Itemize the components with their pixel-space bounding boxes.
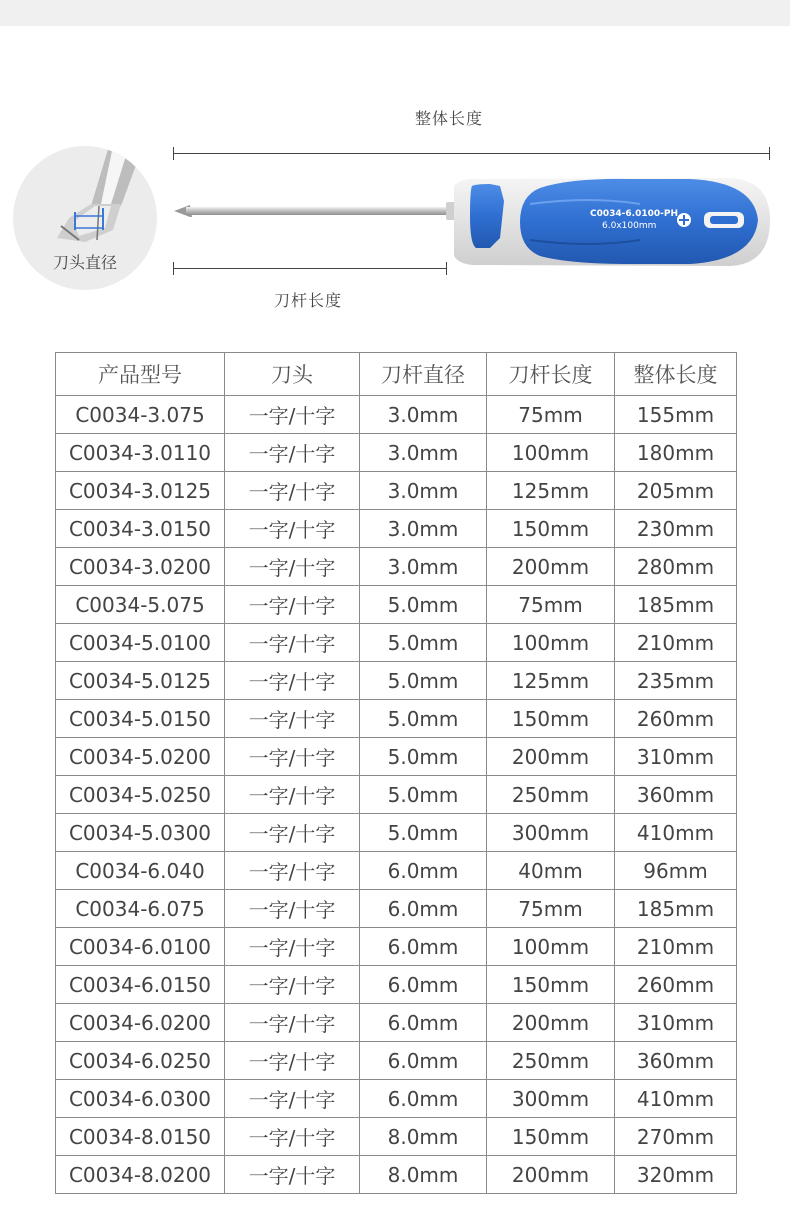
tip-diameter-label: 刀头直径 bbox=[52, 253, 117, 272]
cell-tip: 一字/十字 bbox=[225, 852, 360, 890]
overall-length-line bbox=[173, 153, 770, 154]
cell-shaft-length: 150mm bbox=[487, 966, 615, 1004]
cell-model: C0034-5.0300 bbox=[56, 814, 225, 852]
cell-shaft-length: 100mm bbox=[487, 624, 615, 662]
cell-shaft-diameter: 5.0mm bbox=[360, 624, 487, 662]
cell-tip: 一字/十字 bbox=[225, 472, 360, 510]
cell-shaft-length: 200mm bbox=[487, 548, 615, 586]
shaft-length-line bbox=[173, 268, 447, 269]
cell-model: C0034-6.0200 bbox=[56, 1004, 225, 1042]
cell-shaft-length: 40mm bbox=[487, 852, 615, 890]
cell-shaft-diameter: 8.0mm bbox=[360, 1156, 487, 1194]
cell-model: C0034-3.0110 bbox=[56, 434, 225, 472]
cell-shaft-length: 200mm bbox=[487, 1156, 615, 1194]
cell-shaft-length: 150mm bbox=[487, 510, 615, 548]
cell-tip: 一字/十字 bbox=[225, 1118, 360, 1156]
table-body bbox=[56, 396, 737, 1194]
cell-model: C0034-6.075 bbox=[56, 890, 225, 928]
table-row bbox=[56, 852, 737, 890]
cell-overall-length: 210mm bbox=[615, 928, 737, 966]
cell-tip: 一字/十字 bbox=[225, 776, 360, 814]
cell-tip: 一字/十字 bbox=[225, 1156, 360, 1194]
cell-shaft-diameter: 3.0mm bbox=[360, 510, 487, 548]
tip-detail-circle bbox=[13, 146, 157, 290]
spec-table bbox=[55, 352, 737, 1194]
cell-shaft-diameter: 8.0mm bbox=[360, 1118, 487, 1156]
header-shaft-length: 刀杆长度 bbox=[487, 353, 615, 396]
cell-tip: 一字/十字 bbox=[225, 966, 360, 1004]
table-row bbox=[56, 624, 737, 662]
cell-tip: 一字/十字 bbox=[225, 814, 360, 852]
table-row bbox=[56, 928, 737, 966]
cell-overall-length: 360mm bbox=[615, 1042, 737, 1080]
cell-shaft-diameter: 3.0mm bbox=[360, 548, 487, 586]
cell-shaft-length: 200mm bbox=[487, 738, 615, 776]
cell-tip: 一字/十字 bbox=[225, 738, 360, 776]
cell-model: C0034-5.0100 bbox=[56, 624, 225, 662]
header-model: 产品型号 bbox=[56, 353, 225, 396]
cell-tip: 一字/十字 bbox=[225, 662, 360, 700]
cell-tip: 一字/十字 bbox=[225, 1004, 360, 1042]
cell-model: C0034-5.0150 bbox=[56, 700, 225, 738]
cell-shaft-diameter: 6.0mm bbox=[360, 966, 487, 1004]
cell-overall-length: 320mm bbox=[615, 1156, 737, 1194]
cell-shaft-diameter: 6.0mm bbox=[360, 928, 487, 966]
cell-model: C0034-5.0200 bbox=[56, 738, 225, 776]
cell-overall-length: 230mm bbox=[615, 510, 737, 548]
cell-shaft-length: 150mm bbox=[487, 1118, 615, 1156]
table-header-row bbox=[56, 353, 737, 396]
cell-shaft-diameter: 5.0mm bbox=[360, 586, 487, 624]
cell-tip: 一字/十字 bbox=[225, 548, 360, 586]
cell-tip: 一字/十字 bbox=[225, 510, 360, 548]
cell-tip: 一字/十字 bbox=[225, 624, 360, 662]
table-row bbox=[56, 776, 737, 814]
table-row bbox=[56, 700, 737, 738]
cell-tip: 一字/十字 bbox=[225, 890, 360, 928]
cell-shaft-diameter: 5.0mm bbox=[360, 662, 487, 700]
table-row bbox=[56, 1156, 737, 1194]
cell-model: C0034-5.075 bbox=[56, 586, 225, 624]
cell-overall-length: 260mm bbox=[615, 966, 737, 1004]
cell-overall-length: 205mm bbox=[615, 472, 737, 510]
cell-shaft-length: 100mm bbox=[487, 434, 615, 472]
cell-tip: 一字/十字 bbox=[225, 586, 360, 624]
handle-size-text: 6.0x100mm bbox=[602, 221, 657, 231]
table-row bbox=[56, 548, 737, 586]
cell-overall-length: 235mm bbox=[615, 662, 737, 700]
cell-shaft-length: 75mm bbox=[487, 396, 615, 434]
cell-tip: 一字/十字 bbox=[225, 434, 360, 472]
cell-model: C0034-5.0250 bbox=[56, 776, 225, 814]
cell-shaft-diameter: 5.0mm bbox=[360, 738, 487, 776]
cell-tip: 一字/十字 bbox=[225, 1042, 360, 1080]
cell-shaft-diameter: 5.0mm bbox=[360, 814, 487, 852]
cell-model: C0034-6.040 bbox=[56, 852, 225, 890]
shaft-length-label: 刀杆长度 bbox=[274, 291, 343, 310]
cell-shaft-diameter: 6.0mm bbox=[360, 1080, 487, 1118]
cell-overall-length: 180mm bbox=[615, 434, 737, 472]
table-row bbox=[56, 396, 737, 434]
cell-shaft-length: 250mm bbox=[487, 1042, 615, 1080]
cell-shaft-diameter: 3.0mm bbox=[360, 434, 487, 472]
cell-overall-length: 280mm bbox=[615, 548, 737, 586]
table-row bbox=[56, 814, 737, 852]
cell-model: C0034-6.0250 bbox=[56, 1042, 225, 1080]
cell-shaft-length: 100mm bbox=[487, 928, 615, 966]
cell-overall-length: 185mm bbox=[615, 586, 737, 624]
product-diagram bbox=[0, 26, 790, 346]
overall-length-label: 整体长度 bbox=[415, 109, 484, 128]
cell-overall-length: 310mm bbox=[615, 1004, 737, 1042]
cell-overall-length: 210mm bbox=[615, 624, 737, 662]
cell-tip: 一字/十字 bbox=[225, 396, 360, 434]
cell-tip: 一字/十字 bbox=[225, 1080, 360, 1118]
cell-shaft-length: 150mm bbox=[487, 700, 615, 738]
cell-shaft-diameter: 6.0mm bbox=[360, 852, 487, 890]
table-row bbox=[56, 1080, 737, 1118]
handle-model-text: C0034-6.0100-PH bbox=[590, 209, 678, 219]
cell-overall-length: 185mm bbox=[615, 890, 737, 928]
header-tip: 刀头 bbox=[225, 353, 360, 396]
cell-shaft-length: 125mm bbox=[487, 662, 615, 700]
table-row bbox=[56, 966, 737, 1004]
cell-model: C0034-5.0125 bbox=[56, 662, 225, 700]
cell-shaft-length: 200mm bbox=[487, 1004, 615, 1042]
table-row bbox=[56, 434, 737, 472]
cell-overall-length: 310mm bbox=[615, 738, 737, 776]
cell-model: C0034-6.0300 bbox=[56, 1080, 225, 1118]
cell-overall-length: 410mm bbox=[615, 1080, 737, 1118]
cell-overall-length: 410mm bbox=[615, 814, 737, 852]
cell-shaft-length: 300mm bbox=[487, 1080, 615, 1118]
table-row bbox=[56, 1004, 737, 1042]
cell-shaft-length: 125mm bbox=[487, 472, 615, 510]
cell-model: C0034-3.075 bbox=[56, 396, 225, 434]
cell-shaft-length: 75mm bbox=[487, 890, 615, 928]
cell-shaft-diameter: 6.0mm bbox=[360, 890, 487, 928]
header-shaft-diameter: 刀杆直径 bbox=[360, 353, 487, 396]
table-row bbox=[56, 890, 737, 928]
cell-model: C0034-3.0200 bbox=[56, 548, 225, 586]
table-row bbox=[56, 1042, 737, 1080]
cell-shaft-length: 300mm bbox=[487, 814, 615, 852]
cell-shaft-length: 250mm bbox=[487, 776, 615, 814]
cell-shaft-diameter: 3.0mm bbox=[360, 396, 487, 434]
cell-overall-length: 360mm bbox=[615, 776, 737, 814]
cell-shaft-diameter: 5.0mm bbox=[360, 700, 487, 738]
table-row bbox=[56, 472, 737, 510]
top-band bbox=[0, 0, 790, 26]
table-row bbox=[56, 586, 737, 624]
cell-overall-length: 96mm bbox=[615, 852, 737, 890]
cell-model: C0034-6.0150 bbox=[56, 966, 225, 1004]
table-row bbox=[56, 738, 737, 776]
cell-tip: 一字/十字 bbox=[225, 700, 360, 738]
cell-shaft-diameter: 5.0mm bbox=[360, 776, 487, 814]
cell-overall-length: 260mm bbox=[615, 700, 737, 738]
cell-shaft-diameter: 6.0mm bbox=[360, 1004, 487, 1042]
cell-model: C0034-3.0150 bbox=[56, 510, 225, 548]
table-row bbox=[56, 1118, 737, 1156]
cell-shaft-diameter: 6.0mm bbox=[360, 1042, 487, 1080]
cell-tip: 一字/十字 bbox=[225, 928, 360, 966]
cell-model: C0034-6.0100 bbox=[56, 928, 225, 966]
cell-model: C0034-3.0125 bbox=[56, 472, 225, 510]
header-overall-length: 整体长度 bbox=[615, 353, 737, 396]
cell-overall-length: 155mm bbox=[615, 396, 737, 434]
cell-shaft-diameter: 3.0mm bbox=[360, 472, 487, 510]
cell-overall-length: 270mm bbox=[615, 1118, 737, 1156]
cell-model: C0034-8.0200 bbox=[56, 1156, 225, 1194]
screwdriver-illustration bbox=[170, 174, 780, 274]
table-row bbox=[56, 662, 737, 700]
cell-shaft-length: 75mm bbox=[487, 586, 615, 624]
cell-model: C0034-8.0150 bbox=[56, 1118, 225, 1156]
table-row bbox=[56, 510, 737, 548]
